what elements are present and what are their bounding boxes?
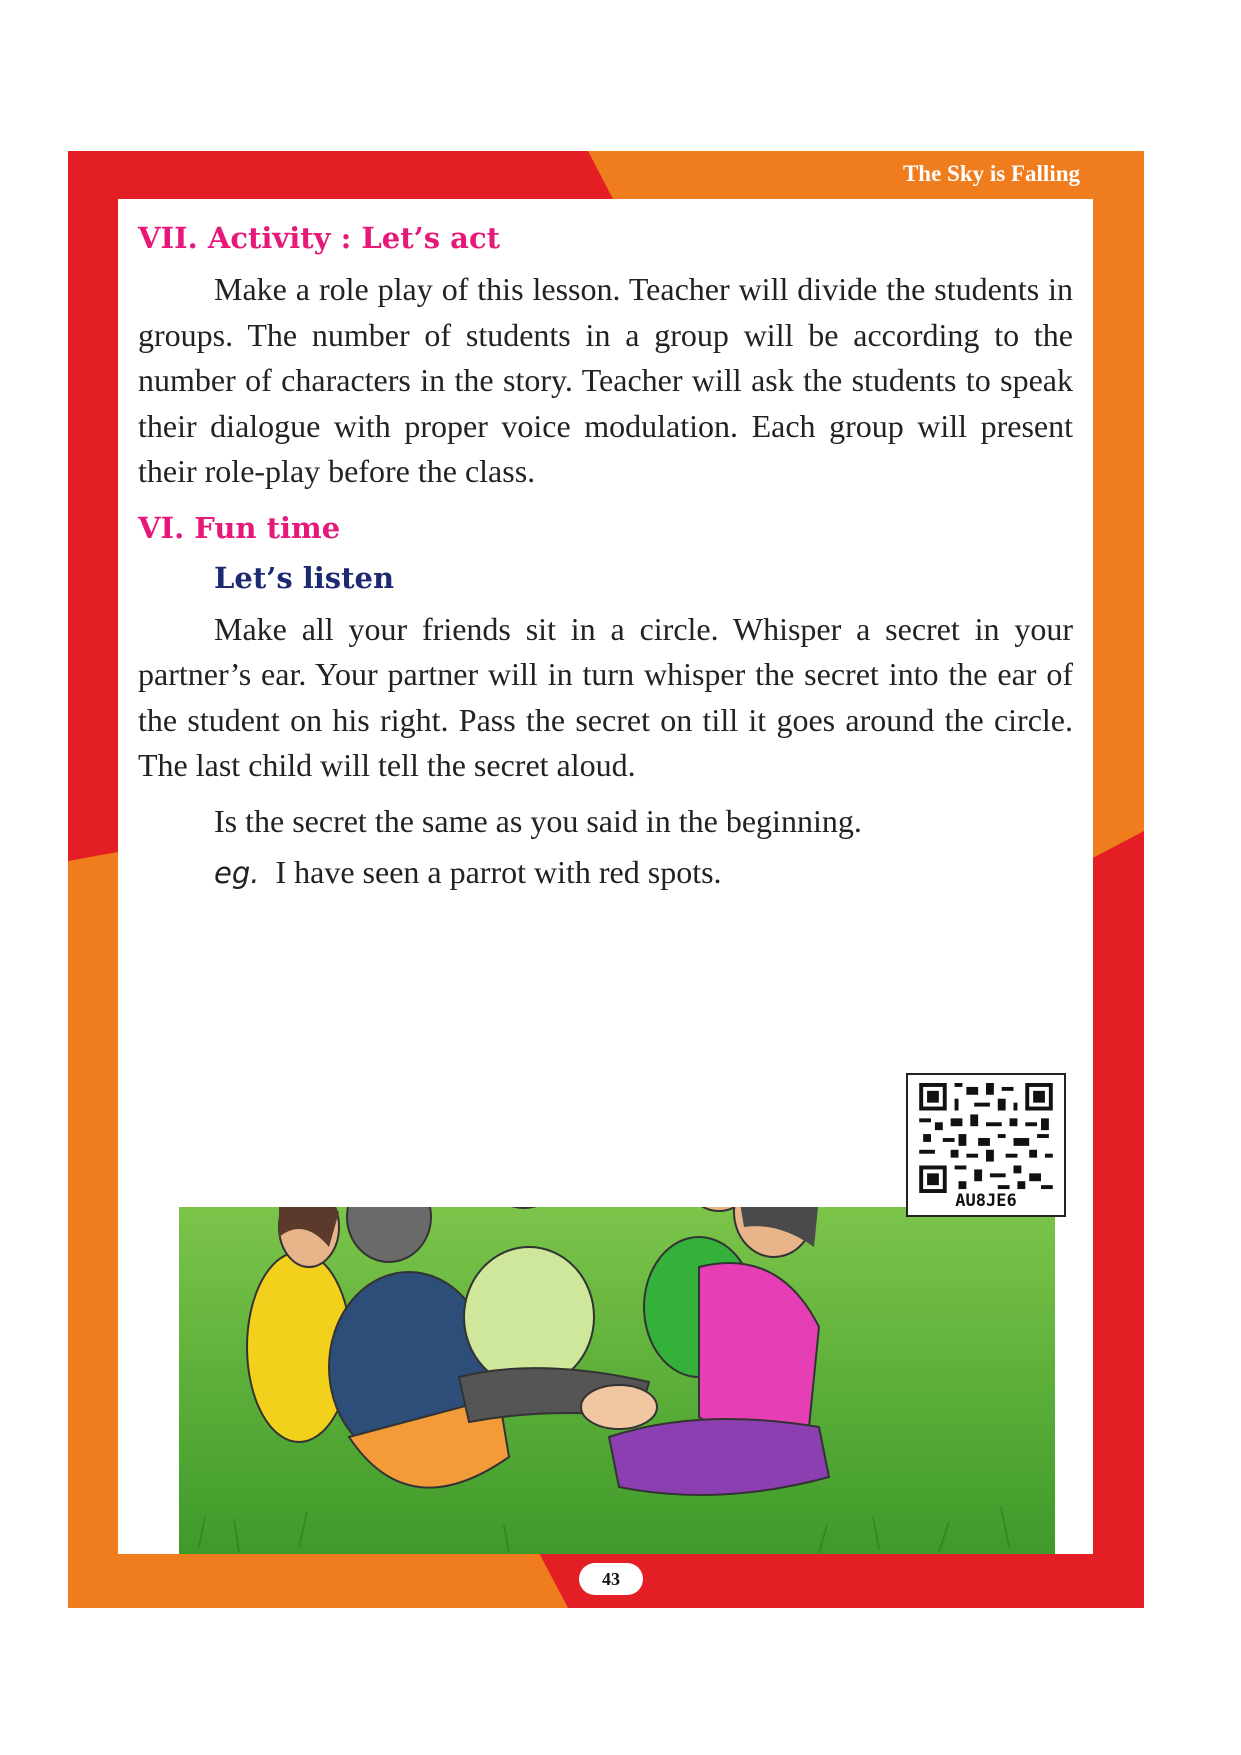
qr-code-box[interactable] <box>906 1073 1066 1217</box>
chapter-title: The Sky is Falling <box>902 161 1080 186</box>
fun-time-paragraph: Make all your friends sit in a circle. Whisper a secret in your partner’s ear. Your partner will in turn whisper the secret into the ear of the student on his right. Pass the secret on till it goes around the circle. The last child will tell the secret aloud. <box>138 610 1073 783</box>
example-text: I have seen a parrot with red spots. <box>275 853 722 890</box>
content-panel <box>118 199 1093 1554</box>
children-circle-illustration <box>179 1207 1055 1554</box>
page-frame <box>68 151 1144 1608</box>
section-heading-activity: VII. Activity : Let’s act <box>138 221 501 255</box>
question-line: Is the secret the same as you said in the beginning. <box>214 802 862 839</box>
example-prefix: eg. <box>214 855 260 890</box>
qr-code-label: AU8JE6 <box>955 1191 1017 1211</box>
example-line <box>214 850 1073 896</box>
activity-paragraph: Make a role play of this lesson. Teacher will divide the students in groups. The number of students in a group will be according to the number of characters in the story. Teacher will ask the students to speak their dialogue with proper voice modulation. Each group will present their role-play before the class. <box>138 271 1073 489</box>
main-content <box>138 221 1073 896</box>
section-heading-fun-time: VI. Fun time <box>138 510 341 545</box>
page-number: 43 <box>579 1563 643 1595</box>
subheading-lets-listen: Let’s listen <box>214 560 395 595</box>
qr-code-icon <box>918 1083 1054 1193</box>
